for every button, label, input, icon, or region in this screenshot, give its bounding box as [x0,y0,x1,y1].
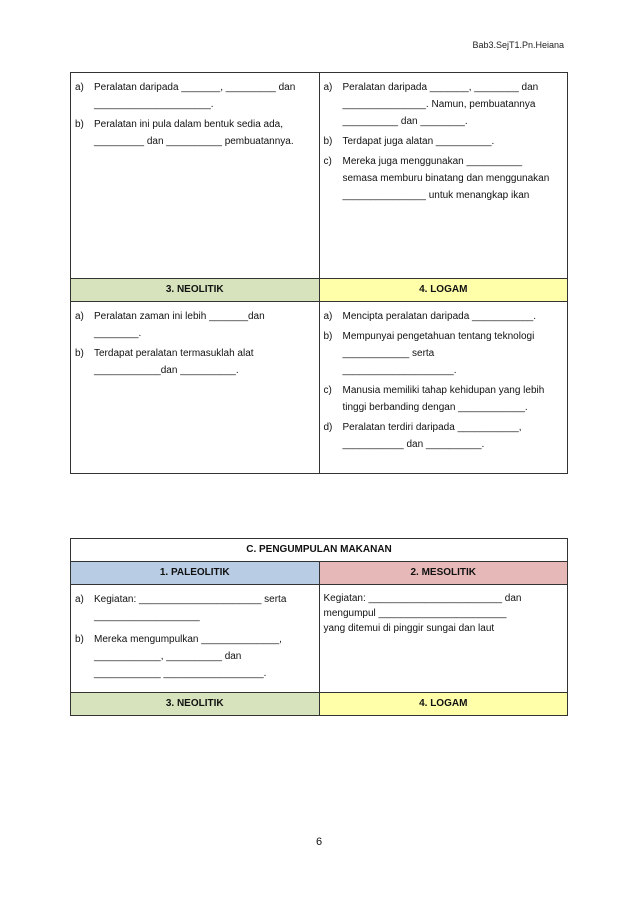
worksheet-table-tools [70,72,568,474]
header-reference: Bab3.SejT1.Pn.Heiana [472,40,564,50]
list-item: a) Kegiatan: ______________________ serta ___________________ [75,594,287,622]
section-title: C. PENGUMPULAN MAKANAN [71,539,568,562]
list-item: b) Mempunyai pengetahuan tentang teknologi ____________ serta ____________________. [323,331,535,376]
list-item: a) Peralatan daripada _______, _________ dan _____________________. [75,82,296,110]
list-item: c) Mereka juga menggunakan __________ semasa memburu binatang dan menggunakan _______________ untuk menangkap ikan [323,156,550,201]
text-line: Kegiatan: ________________________ dan [323,593,522,604]
list-item: a) Peralatan daripada _______, ________ dan _______________. Namun, pembuatannya __________ dan ________. [323,82,539,127]
list-item: a) Mencipta peralatan daripada ___________. [323,311,536,322]
neolitik-tools-cell [71,302,320,474]
logam-tools-cell [319,302,568,474]
logam-header: 4. LOGAM [319,693,568,716]
list-item: a) Peralatan zaman ini lebih _______dan ________. [75,311,265,339]
list-item: b) Terdapat juga alatan __________. [323,136,495,147]
paleolitik-header: 1. PALEOLITIK [71,562,320,585]
list-item: d) Peralatan terdiri daripada ___________, ___________ dan __________. [323,422,522,450]
mesolitik-header: 2. MESOLITIK [319,562,568,585]
neolitik-header: 3. NEOLITIK [71,279,320,302]
paleolitik-food-cell [71,585,320,693]
mesolitik-tools-cell [319,73,568,279]
neolitik-header: 3. NEOLITIK [71,693,320,716]
logam-header: 4. LOGAM [319,279,568,302]
list-item: b) Terdapat peralatan termasuklah alat ____________dan __________. [75,348,254,376]
paleolitik-tools-cell [71,73,320,279]
list-item: b) Peralatan ini pula dalam bentuk sedia ada, _________ dan __________ pembuatannya. [75,119,294,147]
mesolitik-food-cell [319,585,568,693]
list-item: b) Mereka mengumpulkan ______________, ____________, __________ dan ____________ __________________. [75,634,282,679]
page-number: 6 [315,836,323,848]
text-line: mengumpul _______________________ [323,608,507,619]
text-line: yang ditemui di pinggir sungai dan laut [323,623,495,634]
list-item: c) Manusia memiliki tahap kehidupan yang lebih tinggi berbanding dengan ____________. [323,385,545,413]
worksheet-table-food-gathering [70,538,568,716]
